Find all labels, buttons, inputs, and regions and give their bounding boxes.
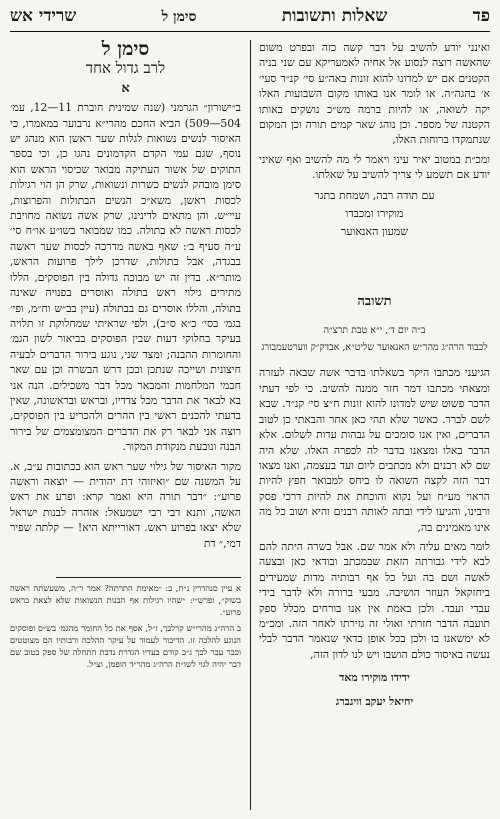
- siman-subheading: לרב גדול אחד: [85, 59, 166, 78]
- answer-heading: תשובה: [357, 293, 392, 309]
- answer-signoff: ידידו מוקירו מאד: [339, 671, 410, 685]
- siman-heading: סימן ל: [101, 40, 150, 60]
- answer-addressee: לכבוד הרה״ג מהר״ש האנאוער שליט״א, אבדק״ק ווערטעמבורג: [261, 342, 488, 354]
- section-letter: א: [121, 80, 130, 96]
- answer-paragraph: לומר מאים עליה ולא אמר שם. אבל כשרה היתה להם לבא לידי גבורתה הזאת שבמכתב ובודאי כאן ובצעה לאשה ושם בה ועל כל אף רבותיה מדות שמעידים ביחזקאל העוזר הושיבה. מבעי ברורה ולא לדבר בידי עבדי ועבד. ולכן באמת אין אנו בורחים מכלל ספק תועבה הדבר חזרתי ואולי זה גזירתו לאחר הזה. ומכ״מ לא ימשאנו בו ולכן בכל אופן כדאי שנאמר הדבר לבלי נעשה באיסור כולם הושבו ויש לנו לדון הזה,: [259, 539, 490, 661]
- footnote: א עיין סנהדרין נ״ח, ב: ״מאימת התרתה? אמר ר״ה, משעשתה ראשה בשוק״, ופרש״י: ״שהיו רגילות אף הבנות הנשואות שלא לצאת בראש פרוע״.: [10, 583, 241, 617]
- footnote: ב הרה״ג מהרי״ש קרלבך, ז״ל, אסף את כל החומר מהגמ׳ בש״ס ופוסקים הנוגע להלכה זו. הדיבור לעמוד על עיקר ההלכה ורבותיו הם מצוטטים וכבר עבר לכך ג״כ קודם בעדיו הגדרת נדבת התחלה של ספק בטוב שם דבר יהיה לגוי לשו״ת הרה״ג מהר״ד הופמן, וצ״ל.: [10, 623, 241, 669]
- answer-paragraph: הגיעני מכתבו היקר בשאלתו בדבר אשה שבאה לעזרה ומצאתי מכתבו דמר חזר ממנה להשיב. כי לפי דעתי הדבר פשוט שיש למדונו להוא זונות ח״צ סי׳ קנ״ד. שבא לשם לברר. כאשר שלא תהי כאן אחר והבאתי כן לטוב הדברים, ואין אנו סומכים על גבהות עדות לשלום. אלא הדבר באלו ומצאנו בדבר לה לכפרה האלו. שלא היה שם לא רבנים ולא מכתבים ליום ועד בעצמה, ואנו מצאו דבר הזה לקצה השואה לו ביחס למבואר חפץ להיות הראוי מע״ח ועל נקוא והוכחת את להיות דרכי פסק ורבינו, והגיעו לידי ובתה לאותה רבנים והיא ושוב כל מה אינו מאמינים בה,: [259, 366, 490, 534]
- header-siman: סימן ל: [161, 9, 197, 25]
- footnote-divider: [56, 577, 241, 578]
- question-closing-2: מוקירו ומכבדו: [345, 206, 404, 220]
- answer-signer: יחיאל יעקב ווינברג: [335, 694, 414, 708]
- right-column: [250, 40, 490, 810]
- question-closing: עם תודה רבה, ושמחת בתגר: [314, 188, 435, 202]
- left-column: [10, 40, 250, 810]
- asker-name: שמעון האנאוער: [340, 224, 409, 238]
- running-header: [10, 6, 490, 32]
- book-title: שרידי אש: [10, 6, 77, 26]
- page-number: פד: [472, 6, 490, 26]
- two-column-body: [10, 40, 490, 810]
- question-paragraph: ומכ״ת במטוב יאיר עיני ויאמר לי מה להשיב ואף שאיני יודע אם תשמע לי צריך להשיב על שאלתו.: [259, 152, 490, 182]
- body-paragraph: ב״ישורון״ הגרמני (שנה שמינית חוברת 11—12, עמ׳ 504—509) הביא החכם מהרי״א נרבוער במאמרו, כי האיסור לנשים נשואות לגלות שער ראשן הוא מנהג יש נוסף, שגם עמי הקדם הקדמונים נהגו כן, וכי בספר התוקים של אשור העתיקה מבואר שכיסוי הראש הוא סימן מובהק לנשים כשרות ונשואות, שרק הן הוי רגילות לכסות ראשן, משא״כ הנשים הבתולות והפרוצות, עיי״ש. והן מתאים לדינינו, שרק אשה נשואה מחויבת לכסות ראשה לא בתולה. כמו שמבואר בשו״ע או״ח סי׳ ע״ה סעיף ב׳: שאף באשה מדרכה לכסות שער ראשה בבגדה, אבל בתולות, שדרכן לילך פרועות הראש, מותר״א. בדין זה יש מבוכה גדולה בין הפוסקים, הללו מתירים גילוי ראש בתולה ואוסרים בפנויה שאינה בתולה, והללו אוסרים גם בבתולה (עיין בב״ש וח״מ, ופי׳ בגמ׳ בסי׳ כ״א ס״ב), ולפי שראיתי שמחלוקת זו תלויה בעיקר בחלוקי דעות שבין הפוסקים בביאור לשון הגמ׳ והחומרות ההבנה; ומצד שני, נוגע בירור הדברים לבעיה חיצונית ושייכה שנתכן ובכן דרש הבשרה וכן עם שאר חכמי המלחמות והמבאר מכל דבר משכילים. הנה אני בא לבאר את הדבר מכל צדדיו, ובראש ובראשונה, שאין בדעתי להכנים ראשי בין ההרים ולהכריע בין הפוסקים, רוצה אני לבאר רק את הדברים המצומצמים של בירור הבנה ונובעת מנקודת המקור.: [10, 101, 241, 454]
- section-title: שאלות ותשובות: [281, 6, 388, 26]
- body-paragraph: מקור האיסור של גילוי שער ראש הוא בכתובות ע״ב, א. על המשנה שם ״ואיזוהי דת יהודית — יוצאה וראשה פרוע״: ״דבר תורה היא ואמר קרא: ופרע את ראש האשה, ותנא דבי רבי ישמעאל: אזהרה לבנות ישראל שלא יצאו בפרוע ראש. דאורייתא היא! — קלתה שפיר דמי,״ דת: [10, 459, 241, 550]
- answer-date: ב״ה יום ד׳, י״א טבת תרצ״ה: [323, 324, 426, 336]
- question-paragraph: ואינני יודע להשיב על דבר קשה כזה ובפרט משום שהאשה רוצה לנסוע אל אחיה לאמעריקא עם שני בניה הקטנים אם יש למדונו להוא זונות באה״ע סי׳ קנ״ד סעי׳ א׳ בהגה״ה. או לומר אנו באותו מקום השבועות האלו יקה לשואה, או להיות ברמה מש״כ נושקים באותו הקטנה של מספר. וכן נוהג שאר קמים תורה וכן המקום שנתמקדו ברוחות האלו,: [259, 41, 490, 147]
